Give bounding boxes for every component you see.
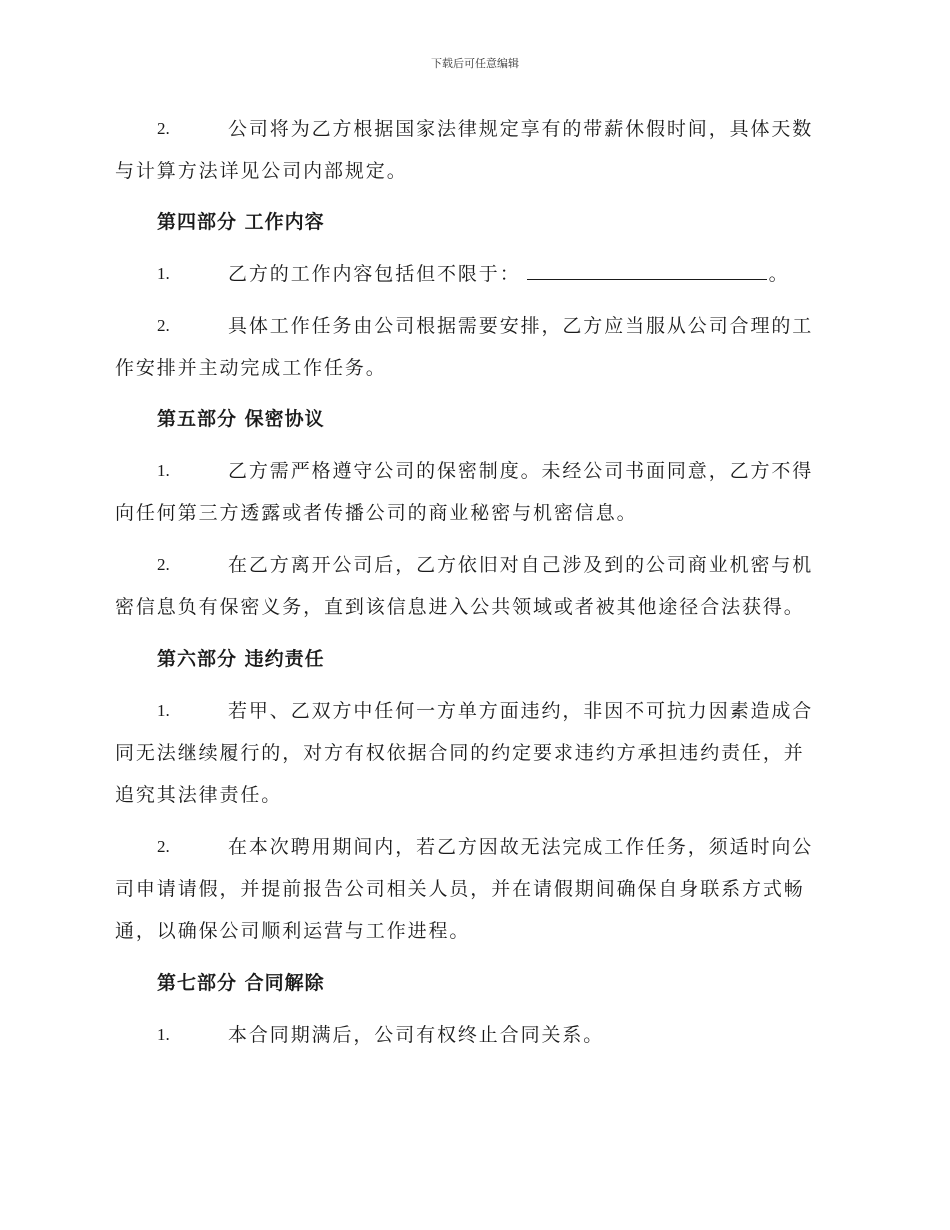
paragraph-line: 向任何第三方透露或者传播公司的商业秘密与机密信息。 (115, 502, 638, 524)
paragraph-line: 公司将为乙方根据国家法律规定享有的带薪休假时间，具体天数 (228, 118, 814, 140)
paragraph-line: 作安排并主动完成工作任务。 (115, 357, 387, 379)
item-number: 1. (157, 264, 170, 283)
fill-in-end: 。 (768, 263, 790, 285)
paragraph-line: 司申请请假，并提前报告公司相关人员，并在请假期间确保自身联系方式畅 (115, 878, 805, 900)
paragraph-line: 若甲、乙双方中任何一方单方面违约，非因不可抗力因素造成合 (228, 700, 814, 722)
section-heading: 第七部分 合同解除 (157, 972, 325, 994)
paragraph-line (228, 261, 790, 287)
item-number: 2. (157, 837, 170, 856)
paragraph-line: 追究其法律责任。 (115, 784, 283, 806)
paragraph-line: 同无法继续履行的，对方有权依据合同的约定要求违约方承担违约责任，并 (115, 742, 805, 764)
item-number: 1. (157, 701, 170, 720)
paragraph-line: 在本次聘用期间内，若乙方因故无法完成工作任务，须适时向公 (228, 836, 814, 858)
paragraph-line: 通，以确保公司顺利运营与工作进程。 (115, 920, 471, 942)
section-heading: 第四部分 工作内容 (157, 211, 325, 233)
item-number: 2. (157, 119, 170, 138)
paragraph-line: 密信息负有保密义务，直到该信息进入公共领域或者被其他途径合法获得。 (115, 596, 805, 618)
item-number: 1. (157, 1025, 170, 1044)
paragraph-line: 具体工作任务由公司根据需要安排，乙方应当服从公司合理的工 (228, 315, 814, 337)
paragraph-line: 乙方需严格遵守公司的保密制度。未经公司书面同意，乙方不得 (228, 460, 814, 482)
item-number: 2. (157, 555, 170, 574)
fill-in-blank[interactable] (527, 261, 767, 280)
paragraph-line: 本合同期满后，公司有权终止合同关系。 (228, 1024, 605, 1046)
item-number: 2. (157, 316, 170, 335)
section-heading: 第六部分 违约责任 (157, 648, 325, 670)
paragraph-line: 在乙方离开公司后，乙方依旧对自己涉及到的公司商业机密与机 (228, 554, 814, 576)
item-number: 1. (157, 461, 170, 480)
paragraph-line: 与计算方法详见公司内部规定。 (115, 160, 408, 182)
fill-in-label: 乙方的工作内容包括但不限于： (228, 263, 521, 285)
page-header: 下载后可任意编辑 (431, 57, 519, 70)
section-heading: 第五部分 保密协议 (157, 408, 325, 430)
